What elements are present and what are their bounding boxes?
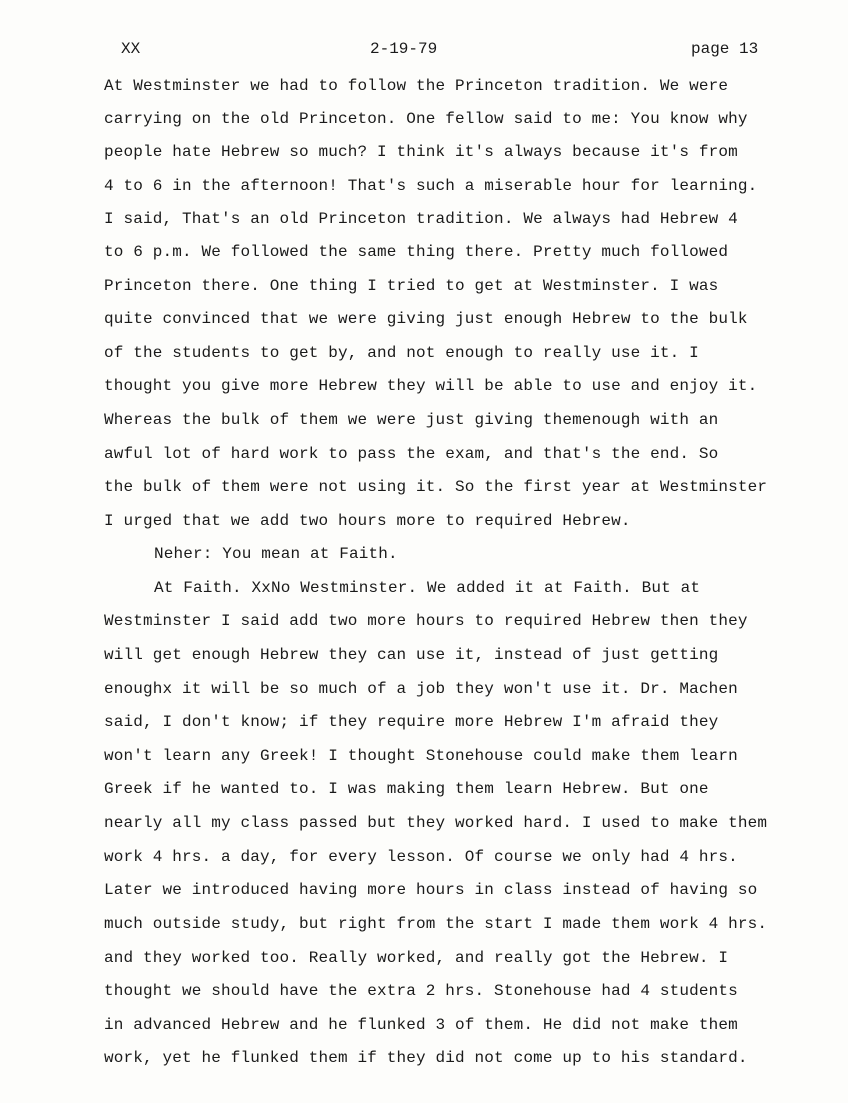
text-line: won't learn any Greek! I thought Stonehouse could make them learn (104, 747, 738, 765)
text-line: enoughx it will be so much of a job they won't use it. Dr. Machen (104, 680, 738, 698)
text-line: work, yet he flunked them if they did not come up to his standard. (104, 1049, 748, 1067)
text-line: much outside study, but right from the start I made them work 4 hrs. (104, 915, 768, 933)
text-line: work 4 hrs. a day, for every lesson. Of course we only had 4 hrs. (104, 848, 738, 866)
text-line: nearly all my class passed but they worked hard. I used to make them (104, 814, 768, 832)
text-line: Whereas the bulk of them we were just giving themenough with an (104, 411, 719, 429)
text-line: awful lot of hard work to pass the exam, and that's the end. So (104, 445, 719, 463)
text-line: thought we should have the extra 2 hrs. Stonehouse had 4 students (104, 982, 738, 1000)
text-line: Later we introduced having more hours in class instead of having so (104, 881, 758, 899)
text-line: At Faith. XxNo Westminster. We added it at Faith. But at (154, 579, 701, 597)
text-line: I said, That's an old Princeton tradition. We always had Hebrew 4 (104, 210, 738, 228)
text-line: quite convinced that we were giving just enough Hebrew to the bulk (104, 310, 748, 328)
page-header (0, 40, 848, 62)
text-line: of the students to get by, and not enough to really use it. I (104, 344, 699, 362)
text-line: I urged that we add two hours more to required Hebrew. (104, 512, 631, 530)
text-line: Westminster I said add two more hours to required Hebrew then they (104, 612, 748, 630)
text-line: Princeton there. One thing I tried to get at Westminster. I was (104, 277, 719, 295)
text-line: people hate Hebrew so much? I think it's always because it's from (104, 143, 738, 161)
text-line: carrying on the old Princeton. One fellow said to me: You know why (104, 110, 748, 128)
text-line: said, I don't know; if they require more Hebrew I'm afraid they (104, 713, 719, 731)
header-page-number: page 13 (691, 40, 759, 58)
text-line: to 6 p.m. We followed the same thing there. Pretty much followed (104, 243, 729, 261)
text-line: the bulk of them were not using it. So the first year at Westminster (104, 478, 768, 496)
text-line: 4 to 6 in the afternoon! That's such a miserable hour for learning. (104, 177, 758, 195)
text-line: At Westminster we had to follow the Princeton tradition. We were (104, 77, 729, 95)
text-line: and they worked too. Really worked, and really got the Hebrew. I (104, 949, 729, 967)
text-line: thought you give more Hebrew they will be able to use and enjoy it. (104, 377, 758, 395)
text-line: will get enough Hebrew they can use it, instead of just getting (104, 646, 719, 664)
text-line: Neher: You mean at Faith. (154, 545, 398, 563)
text-line: Greek if he wanted to. I was making them learn Hebrew. But one (104, 780, 709, 798)
text-line: in advanced Hebrew and he flunked 3 of them. He did not make them (104, 1016, 738, 1034)
header-code: XX (121, 40, 141, 58)
header-date: 2-19-79 (370, 40, 438, 58)
